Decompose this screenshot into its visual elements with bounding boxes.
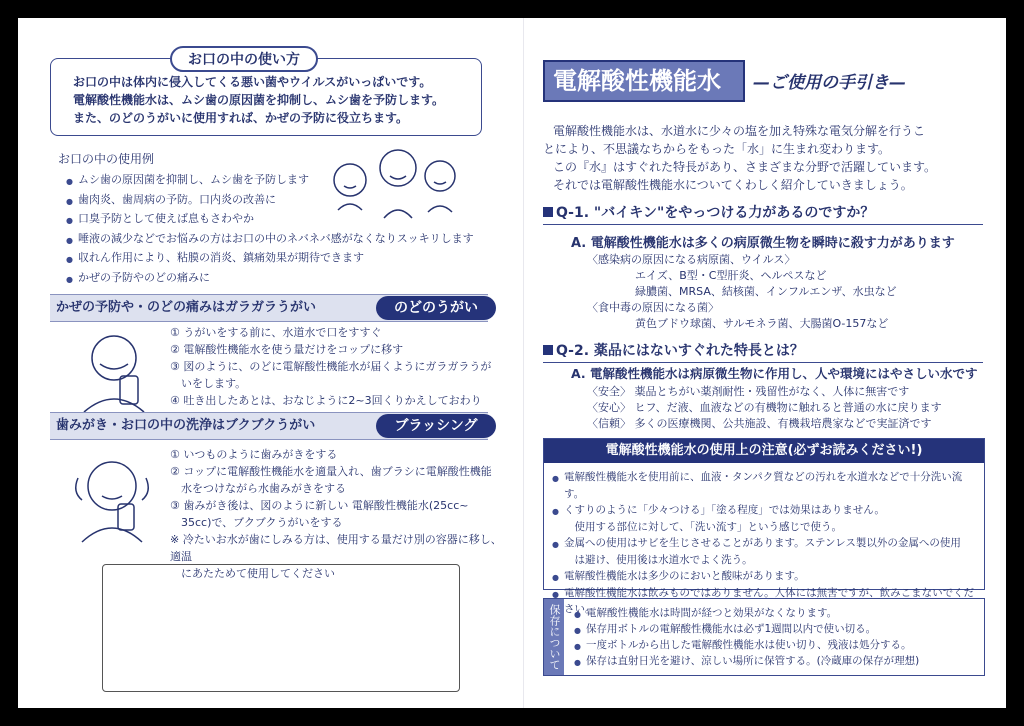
fold-line [523, 18, 524, 708]
gargle-illustration [70, 324, 160, 416]
brushing-illustration [68, 448, 158, 544]
left-title: お口の中の使い方 [170, 46, 318, 72]
a2-heading: A. 電解酸性機能水は病原微生物に作用し、人や環境にはやさしい水です [571, 366, 978, 381]
list-item-cont: は避け、使用後は水道水でよく洗う。 [564, 553, 753, 566]
detail-line: 〈安心〉 ヒフ、だ液、血液などの有機物に触れると普通の水に戻ります [587, 401, 942, 414]
step: ④ 吐き出したあとは、おなじように2~3回くりかえしておわり [170, 394, 482, 407]
step: ※ 冷たいお水が歯にしみる方は、使用する量だけ別の容器に移し、適温 [170, 533, 502, 563]
list-item: ● 口臭予防として使えば息もさわやか [66, 209, 496, 229]
title-plate [543, 60, 745, 102]
list-item-cont: 使用する部位に対して、「洗い流す」という感じで使う。 [564, 520, 843, 533]
square-icon [543, 345, 553, 355]
list-item: ● かぜの予防やのどの痛みに [66, 268, 496, 288]
intro-line: とにより、不思議なちからをもった「水」に生まれ変わります。 [543, 142, 891, 156]
caution-title: 電解酸性機能水の使用上の注意(必ずお読みください!) [544, 439, 984, 463]
step: にあたためて使用してください [170, 567, 335, 580]
q2-heading [543, 340, 983, 363]
intro-line: それでは電解酸性機能水についてくわしく紹介していきましょう。 [553, 178, 913, 192]
list-item: ● 一度ボトルから出した電解酸性機能水は使い切り、残液は処分する。 [574, 637, 919, 653]
square-icon [543, 207, 553, 217]
detail-line: 〈食中毒の原因になる菌〉 [587, 301, 719, 314]
step: ① いつものように歯みがきをする [170, 448, 338, 461]
right-intro [543, 122, 983, 194]
a2-details [587, 384, 987, 432]
gargle-tag: のどのうがい [376, 296, 496, 320]
right-panel [543, 18, 988, 708]
step: ③ 歯みがき後は、図のように新しい 電解酸性機能水(25cc~ [170, 499, 469, 512]
blank-notes-box [102, 564, 460, 692]
list-item: ● 金属への使用はサビを生じさせることがあります。ステンレス製以外の金属への使用 [552, 535, 980, 552]
q1-text: Q-1. "バイキン"をやっつける力があるのですか？ [556, 205, 875, 221]
gargle-steps [170, 324, 500, 409]
a1-heading: A. 電解酸性機能水は多くの病原微生物を瞬時に殺す力があります [571, 236, 955, 251]
children-illustration [320, 140, 470, 222]
list-item: ● ムシ歯の原因菌を抑制し、ムシ歯を予防します [66, 170, 496, 190]
gargle-bar: かぜの予防や・のどの痛みはガラガラうがい [50, 294, 488, 322]
step: ② コップに電解酸性機能水を適量入れ、歯ブラシに電解酸性機能 [170, 465, 492, 478]
step: 35cc)で、ブクブクうがいをする [170, 516, 343, 529]
brush-bar: 歯みがき・お口の中の洗浄はブクブクうがい [50, 412, 488, 440]
detail-line: 〈感染病の原因になる病原菌、ウイルス〉 [587, 253, 796, 266]
intro-line: また、のどのうがいに使用すれば、かぜの予防に役立ちます。 [73, 111, 409, 125]
list-item: ● 保存は直射日光を避け、涼しい場所に保管する。(冷蔵庫の保存が理想) [574, 653, 919, 669]
step: 水をつけながら水歯みがきをする [170, 482, 346, 495]
list-item: ● 収れん作用により、粘膜の消炎、鎮痛効果が期待できます [66, 248, 496, 268]
step: ① うがいをする前に、水道水で口をすすぐ [170, 326, 382, 339]
examples-title: お口の中の使用例 [58, 152, 155, 166]
detail-line: 〈安全〉 薬品とちがい薬剤耐性・残留性がなく、人体に無害です [587, 385, 910, 398]
list-item: ● 電解酸性機能水は飲みものではありません。人体には無害ですが、飲みこまないでください。 [552, 585, 980, 618]
detail-line: 緑膿菌、MRSA、結核菌、インフルエンザ、水虫など [635, 285, 897, 298]
brush-steps [170, 446, 505, 582]
right-subtitle: —ご使用の手引き— [753, 73, 906, 93]
caution-list [544, 463, 984, 618]
step: いをします。 [170, 377, 247, 390]
q2-text: Q-2. 薬品にはないすぐれた特長とは？ [556, 343, 804, 359]
list-item: ● 電解酸性機能水は多少のにおいと酸味があります。 [552, 568, 980, 585]
storage-label: 保存について [544, 599, 564, 675]
list-item: ● くすりのように「少々つける」「塗る程度」では効果はありません。 [552, 502, 980, 519]
left-panel [50, 18, 505, 708]
storage-list [574, 605, 919, 669]
intro-line: 電解酸性機能水は、ムシ歯の原因菌を抑制し、ムシ歯を予防します。 [73, 93, 445, 107]
storage-box [543, 598, 985, 676]
brochure-sheet [18, 18, 1006, 708]
list-item: ● 電解酸性機能水は時間が経つと効果がなくなります。 [574, 605, 919, 621]
detail-line: 〈信頼〉 多くの医療機関、公共施設、有機栽培農家などで実証済です [587, 417, 932, 430]
intro-line: お口の中は体内に侵入してくる悪い菌やウイルスがいっぱいです。 [73, 75, 432, 89]
list-item: ● 保存用ボトルの電解酸性機能水は必ず1週間以内で使い切る。 [574, 621, 919, 637]
brush-tag: ブラッシング [376, 414, 496, 438]
intro-line: この『水』はすぐれた特長があり、さまざまな分野で活躍しています。 [553, 160, 937, 174]
step: ② 電解酸性機能水を使う量だけをコップに移す [170, 343, 404, 356]
step: ③ 図のように、のどに電解酸性機能水が届くようにガラガラうが [170, 360, 492, 373]
list-item: ● 電解酸性機能水を使用前に、血液・タンパク質などの汚れを水道水などで十分洗い流す。 [552, 469, 980, 502]
list-item: ● 唾液の減少などでお悩みの方はお口の中のネバネバ感がなくなりスッキリします [66, 229, 496, 249]
a1-details [587, 252, 987, 332]
intro-line: 電解酸性機能水は、水道水に少々の塩を加え特殊な電気分解を行うこ [553, 124, 926, 138]
right-title: 電解酸性機能水 [553, 67, 721, 95]
list-item: ● 歯肉炎、歯周病の予防。口内炎の改善に [66, 190, 496, 210]
detail-line: 黄色ブドウ球菌、サルモネラ菌、大腸菌O-157など [635, 317, 889, 330]
detail-line: エイズ、B型・C型肝炎、ヘルペスなど [635, 269, 827, 282]
q1-heading [543, 202, 983, 225]
